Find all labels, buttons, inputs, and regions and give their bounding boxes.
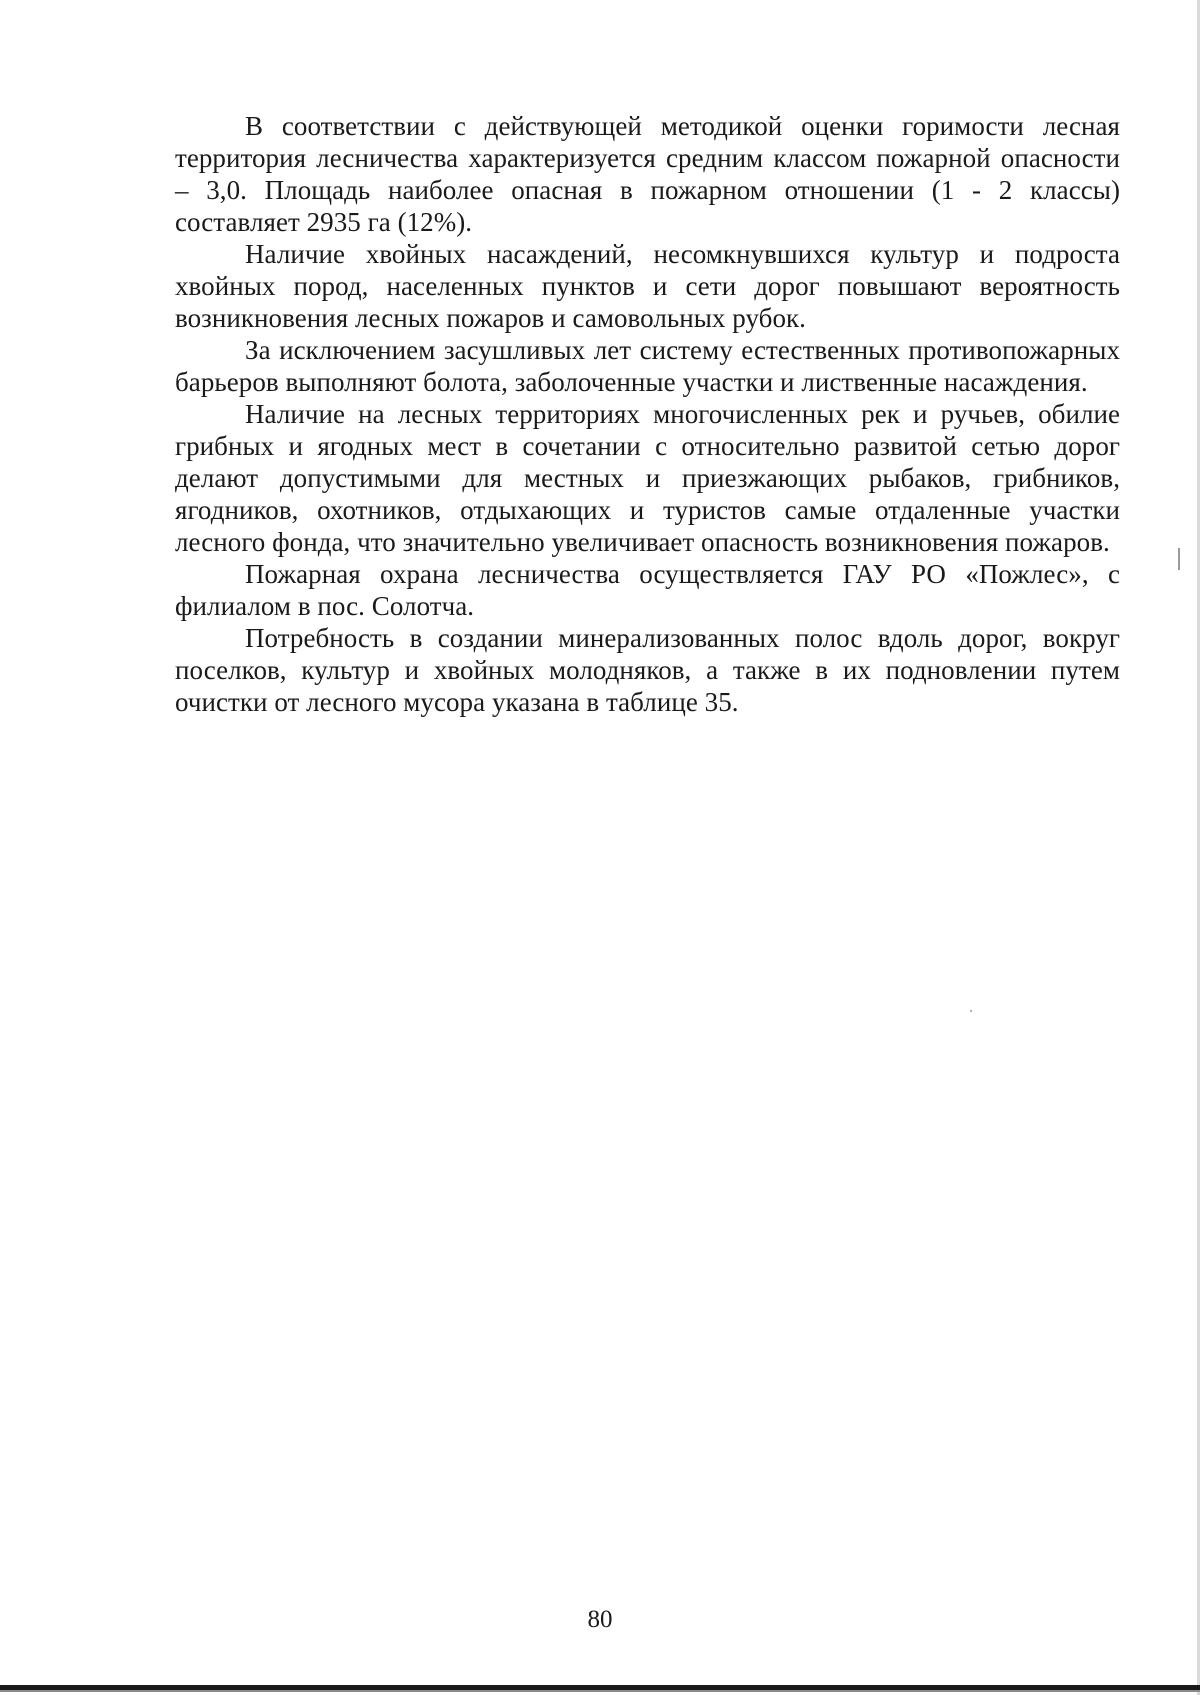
scan-artifact <box>1178 548 1180 570</box>
scan-artifact <box>970 1010 972 1012</box>
paragraph-fire-protection: Пожарная охрана лесничества осуществляется ГАУ РО «Пожлес», с филиалом в пос. Солотча. <box>175 559 1120 621</box>
paragraph-risk-factors: Наличие хвойных насаждений, несомкнувшихся культур и подроста хвойных пород, населенных пунктов и сети дорог повышают вероятность возникновения лесных пожаров и самовольных рубок. <box>175 239 1120 333</box>
paragraph-natural-barriers: За исключением засушливых лет систему естественных противопожарных барьеров выполняют болота, заболоченные участки и лиственные насаждения. <box>175 335 1120 397</box>
paragraph-visitor-activity: Наличие на лесных территориях многочисленных рек и ручьев, обилие грибных и ягодных мест в сочетании с относительно развитой сетью дорог делают допустимыми для местных и приезжающих рыбаков, грибников, ягодников, охотников, отдыхающих и туристов самые отдаленные участки лесного фонда, что значительно увеличивает опасность возникновения пожаров. <box>175 399 1120 557</box>
page-number: 80 <box>587 1606 613 1633</box>
paragraph-mineralized-strips: Потребность в создании минерализованных полос вдоль дорог, вокруг поселков, культур и хвойных молодняков, а также в их подновлении путем очистки от лесного мусора указана в таблице 35. <box>175 623 1120 717</box>
paragraph-fire-hazard-class: В соответствии с действующей методикой оценки горимости лесная территория лесничества характеризуется средним классом пожарной опасности – 3,0. Площадь наиболее опасная в пожарном отношении (1 - 2 классы) составляет 2935 га (12%). <box>175 111 1120 237</box>
bottom-border-shadow <box>0 1690 1200 1692</box>
document-body <box>175 110 1120 718</box>
